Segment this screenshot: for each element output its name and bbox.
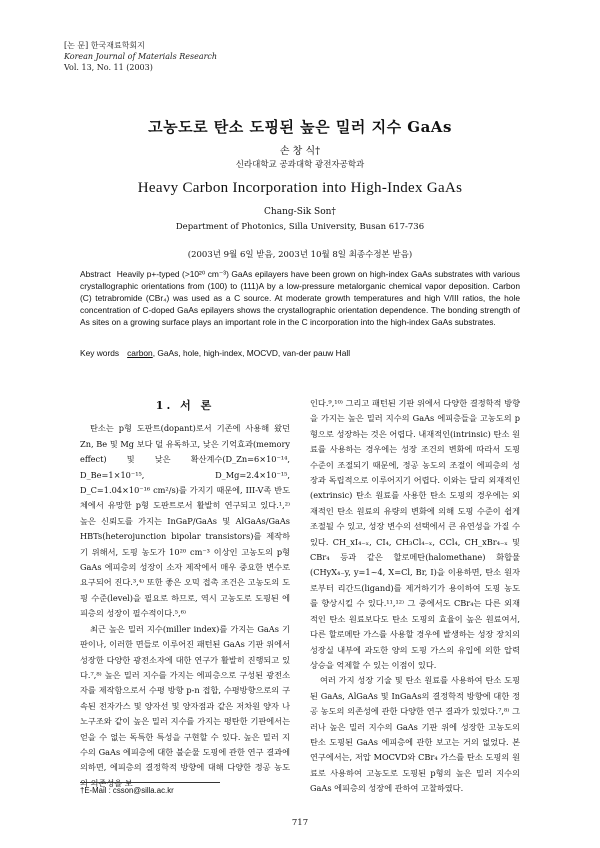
page-number: 717: [291, 818, 309, 828]
footnote-divider: [80, 782, 220, 783]
keywords-label: Key words: [80, 348, 120, 358]
author-english: Chang-Sik Son†: [264, 207, 336, 217]
footnote-email: †E-Mail : csson@silla.ac.kr: [80, 786, 174, 795]
journal-header: [64, 40, 217, 73]
author-korean: 손 창 식†: [279, 146, 321, 157]
title-korean: 고농도로 탄소 도핑된 높은 밀러 지수 GaAs: [148, 118, 452, 136]
abstract: [80, 268, 520, 328]
affiliation-korean: 신라대학교 공과대학 광전자공학과: [235, 160, 365, 170]
right-column: [310, 396, 520, 797]
title-english: Heavy Carbon Incorporation into High-Index GaAs: [137, 180, 463, 196]
paragraph: 여러 가지 성장 기술 및 탄소 원료를 사용하여 탄소 도핑된 GaAs, AlGaAs 및 InGaAs의 결정학적 방향에 대한 정공 농도의 의존성에 관한 다양한 연구 결과가 있었다.⁷,⁸⁾ 그러나 높은 밀러 지수의 GaAs 기판 위에 성장한 고농도의 탄소 도핑된 GaAs 에피층에 관한 보고는 거의 없었다. 본 연구에서는, 저압 MOCVD와 CBr₄ 가스를 탄소 도핑의 원료로 사용하여 고농도로 도핑된 p형의 높은 밀러 지수의 GaAs 에피층의 성장에 관하여 고찰하였다.: [310, 675, 520, 794]
received-dates: (2003년 9월 6일 받음, 2003년 10월 8일 최종수정본 받음): [187, 250, 413, 260]
journal-name: Korean Journal of Materials Research: [64, 52, 218, 61]
abstract-label: Abstract: [80, 269, 111, 279]
paragraph: 탄소는 p형 도판트(dopant)로서 기존에 사용해 왔던 Zn, Be 및 Mg 보다 덜 유독하고, 낮은 기억효과(memory effect) 및 낮은 확산계수(D_Zn=6×10⁻¹⁴, D_Be=1×10⁻¹⁵, D_Mg=2.4×10⁻¹⁵, D_C=1.04×10⁻¹⁶ cm²/s)를 가지기 때문에, III-V족 반도체에서 유망한 p형 도판트로서 활발히 연구되고 있다.¹,²⁾ 높은 신뢰도를 가지는 InGaP/GaAs 및 AlGaAs/GaAs HBTs(heterojunction bipolar transistors)를 제작하기 위해서, 도핑 농도가 10²⁰ cm⁻³ 이상인 고농도의 p형 GaAs 에피층의 성장이 소자 제작에서 매우 중요한 변수로 요구되어 진다.³,⁴⁾ 또한 좋은 오믹 접촉 조건은 고농도의 도핑 수준(level)을 필요로 하므로, 역시 고농도로 도핑된 에피층의 성장이 필수적이다.⁵,⁶⁾: [80, 423, 290, 619]
abstract-text: Heavily p+-typed (>10²⁰ cm⁻³) GaAs epilayers have been grown on high-index GaAs substrates with various crystallographic orientations from (100) to (111)A by a low-pressure metalorganic chemical vapor deposition. Carbon (C) tetrabromide (CBr₄) was used as a C source. At moderate growth temperatures and high V/III ratios, the hole concentration of C-doped GaAs epilayers shows the crystallographic orientation dependence. The bonding strength of As sites on a growing surface plays an important role in the C incorporation into the high-index GaAs substrates.: [80, 269, 520, 327]
left-column: [80, 394, 290, 791]
paragraph: 인다.⁹,¹⁰⁾ 그리고 패턴된 기판 위에서 다양한 결정학적 방향을 가지는 높은 밀러 지수의 GaAs 에피층들을 고농도의 p형으로 성장하는 것은 어렵다. 내재적인(intrinsic) 탄소 원료를 사용하는 경우에는 성장 조건의 변화에 따라서 도핑 수준이 조절되기 때문에, 정공 농도의 조절이 에피층의 성장과 독립적으로 이루어지기 어렵다. 이와는 달리 외재적인(extrinsic) 탄소 원료를 사용한 탄소 도핑의 경우에는 외재적인 탄소 원료의 유량의 변화에 의해 도핑 수준이 쉽게 조절될 수 있고, 성장 변수의 선택에서 큰 유연성을 가질 수 있다. CH_xI₄₋ₓ, CI₄, CH₃Cl₄₋ₓ, CCl₄, CH_xBr₄₋ₓ 및 CBr₄ 등과 같은 할로메탄(halomethane) 화합물(CHyX₄₋y, y=1~4, X=Cl, Br, I)을 이용하면, 탄소 원자로부터 리간드(ligand)를 제거하기가 용이하여 도핑 농도를 향상시킬 수 있다.¹¹,¹²⁾ 그 중에서도 CBr₄는 다른 외재적인 탄소 원료보다도 탄소 도핑의 효율이 높은 원료여서, 다른 할로메탄 가스를 사용할 경우에 발생하는 성장 장치의 성장실 내부에 과도한 양의 도핑 가스의 유입에 의한 압력 상승을 억제할 수 있는 이점이 있다.: [310, 398, 520, 670]
keywords: [80, 348, 520, 358]
keyword-carbon: carbon: [127, 348, 153, 358]
keywords-list: , GaAs, hole, high-index, MOCVD, van-der pauw Hall: [152, 348, 351, 358]
section-title: 1. 서 론: [155, 399, 215, 412]
affiliation-english: Department of Photonics, Silla University, Busan 617-736: [175, 222, 425, 232]
journal-volume: Vol. 13, No. 11 (2003): [64, 63, 153, 72]
paragraph: 최근 높은 밀러 지수(miller index)를 가지는 GaAs 기판이나, 이러한 면들로 이루어진 패턴된 GaAs 기판 위에서 성장한 다양한 광전소자에 대한 연구가 활발히 진행되고 있다.⁷,⁸⁾ 높은 밀러 지수를 가지는 에피층으로 구성된 광전소자를 제작함으로서 수평 방향 p-n 접합, 수평방향으로의 구속된 전자가스 및 양자선 및 양자점과 같은 저차원 양자 나노구조와 같이 높은 밀러 지수를 가지는 평탄한 기판에서는 얻을 수 없는 독특한 특성을 구현할 수 있다. 높은 밀러 지수의 GaAs 에피층에 대한 불순물 도핑에 관한 연구 결과에 의하면, 에피층의 결정학적 방향에 대해 다양한 정공 농도의 의존성을 보: [80, 623, 290, 788]
journal-category: [논 문] 한국재료학회지: [64, 41, 145, 50]
